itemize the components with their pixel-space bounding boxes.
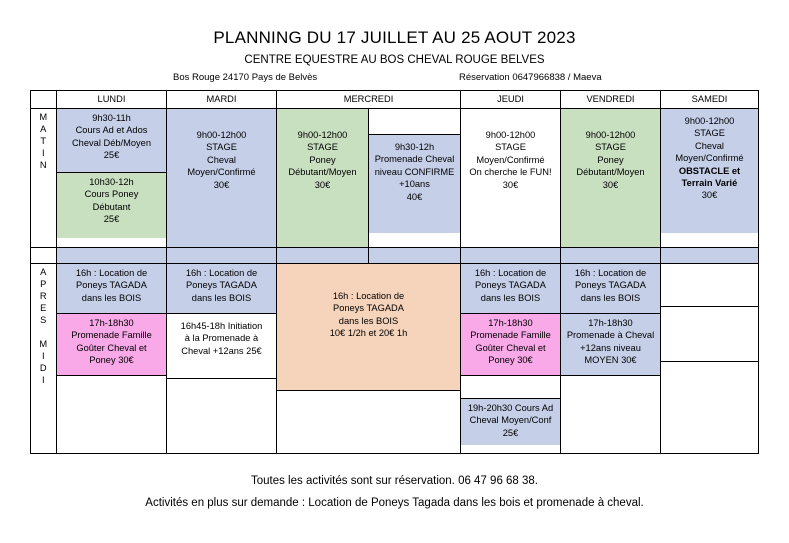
session-line: +12ans niveau xyxy=(580,342,641,353)
separator-band xyxy=(57,248,167,264)
afternoon-cell-lundi xyxy=(57,264,167,454)
session-line: Moyen/Confirmé xyxy=(187,167,256,178)
planning-document xyxy=(0,28,789,543)
session-line: à la Promenade à xyxy=(184,333,259,344)
session-line: dans les BOIS xyxy=(480,292,541,303)
session-price: Cheval +12ans 25€ xyxy=(181,345,262,356)
session-block xyxy=(561,109,660,247)
session-time: 16h : Location de xyxy=(332,291,405,301)
morning-cell-vendredi xyxy=(561,109,661,248)
session-price: 30€ xyxy=(213,179,230,190)
session-time: 16h : Location de xyxy=(185,268,258,278)
session-time: 16h : Location de xyxy=(75,268,148,278)
session-line: Poneys TAGADA xyxy=(475,280,546,291)
session-line: Moyen/Confirmé xyxy=(476,154,545,165)
session-time: 16h45-18h Initiation xyxy=(180,321,263,331)
afternoon-label: A P R E S M I D I xyxy=(31,264,57,454)
session-time: 9h00-12h00 xyxy=(297,130,348,140)
session-line: Promenade Famille xyxy=(71,330,152,341)
session-block xyxy=(461,314,560,376)
contact-line xyxy=(0,72,789,88)
morning-cell-mercredi-a xyxy=(277,109,369,248)
session-line: Cheval xyxy=(695,140,724,151)
session-block xyxy=(661,109,758,233)
separator-band xyxy=(561,248,661,264)
session-time: 9h00-12h00 xyxy=(684,116,735,126)
session-line: +10ans xyxy=(399,179,430,190)
session-line: niveau CONFIRME xyxy=(374,166,455,177)
session-line: Poney xyxy=(597,154,624,165)
reservation-text: Réservation 0647966838 / Maeva xyxy=(459,72,602,83)
page-title: PLANNING DU 17 JUILLET AU 25 AOUT 2023 xyxy=(213,28,576,47)
session-line: Débutant/Moyen xyxy=(576,167,645,178)
session-price: 10€ 1/2h et 20€ 1h xyxy=(329,328,408,339)
empty-block xyxy=(561,376,660,438)
session-line: Poneys TAGADA xyxy=(333,303,404,314)
session-price: 30€ xyxy=(502,179,519,190)
session-line: STAGE xyxy=(307,142,338,153)
session-price: 30€ xyxy=(314,179,331,190)
separator-band xyxy=(167,248,277,264)
session-price: 25€ xyxy=(103,150,120,161)
morning-cell-mercredi-b xyxy=(369,109,461,248)
session-line: Poney xyxy=(309,154,336,165)
session-line: Débutant/Moyen xyxy=(288,167,357,178)
separator-band-row xyxy=(31,248,759,264)
morning-row xyxy=(31,109,759,248)
session-line: Goûter Cheval et xyxy=(475,342,546,353)
session-block xyxy=(57,173,166,238)
empty-block xyxy=(661,362,758,424)
session-time: 16h : Location de xyxy=(574,268,647,278)
separator-band xyxy=(369,248,461,264)
session-line: dans les BOIS xyxy=(191,292,252,303)
session-block xyxy=(369,135,460,233)
empty-block xyxy=(167,379,276,441)
session-block xyxy=(277,264,460,391)
empty-block xyxy=(661,264,758,307)
footer xyxy=(0,470,789,514)
table-header-row xyxy=(31,91,759,109)
session-line-bold: OBSTACLE et xyxy=(678,165,741,176)
session-line: dans les BOIS xyxy=(580,292,641,303)
afternoon-cell-samedi xyxy=(661,264,759,454)
session-price: Poney 30€ xyxy=(89,355,134,366)
afternoon-cell-vendredi xyxy=(561,264,661,454)
footer-line-2: Activités en plus sur demande : Location de Poneys Tagada dans les bois et promenade à cheval. xyxy=(145,497,644,509)
session-time: 10h30-12h xyxy=(89,177,134,187)
day-header-mardi: MARDI xyxy=(167,91,277,109)
session-time: 9h30-11h xyxy=(92,113,131,123)
morning-cell-mardi xyxy=(167,109,277,248)
day-header-vendredi: VENDREDI xyxy=(561,91,661,109)
session-price: 25€ xyxy=(502,427,519,438)
address-text: Bos Rouge 24170 Pays de Belvès xyxy=(173,72,318,83)
session-line: dans les BOIS xyxy=(338,315,399,326)
session-block xyxy=(57,109,166,173)
day-header-samedi: SAMEDI xyxy=(661,91,759,109)
session-line: Cheval Moyen/Conf xyxy=(469,415,552,426)
session-line: On cherche le FUN! xyxy=(469,167,552,178)
session-block xyxy=(461,264,560,314)
morning-cell-lundi xyxy=(57,109,167,248)
session-line: Cheval Déb/Moyen xyxy=(71,137,152,148)
session-time: 17h-18h30 xyxy=(588,318,633,328)
session-line: Cours Poney xyxy=(84,189,139,200)
session-block xyxy=(57,264,166,314)
session-time: 9h00-12h00 xyxy=(196,130,247,140)
session-time: 9h30-12h xyxy=(394,142,435,152)
session-line: Poneys TAGADA xyxy=(575,280,646,291)
session-price: 30€ xyxy=(701,190,718,201)
session-line: Débutant xyxy=(92,201,131,212)
session-block xyxy=(461,399,560,445)
session-line: dans les BOIS xyxy=(81,292,142,303)
session-line: Cheval xyxy=(207,154,236,165)
empty-block xyxy=(369,109,460,135)
day-header-lundi: LUNDI xyxy=(57,91,167,109)
session-line-bold: Terrain Varié xyxy=(681,178,738,189)
session-line: Goûter Cheval et xyxy=(76,342,147,353)
session-line: Moyen/Confirmé xyxy=(675,153,744,164)
session-block xyxy=(277,109,368,247)
morning-cell-samedi xyxy=(661,109,759,248)
separator-band xyxy=(461,248,561,264)
session-time: 9h00-12h00 xyxy=(485,130,536,140)
afternoon-cell-mercredi xyxy=(277,264,461,454)
session-block xyxy=(561,314,660,376)
separator-band xyxy=(661,248,759,264)
session-time: 19h-20h30 Cours Ad xyxy=(467,403,554,413)
afternoon-cell-jeudi xyxy=(461,264,561,454)
empty-block xyxy=(277,391,460,453)
session-price: MOYEN 30€ xyxy=(584,355,637,366)
session-price: 30€ xyxy=(602,179,619,190)
corner-cell xyxy=(31,91,57,109)
session-line: STAGE xyxy=(495,142,526,153)
session-time: 16h : Location de xyxy=(474,268,547,278)
session-line: Promenade Cheval xyxy=(374,154,455,165)
session-block xyxy=(561,264,660,314)
separator-side xyxy=(31,248,57,264)
session-block xyxy=(57,314,166,376)
session-time: 17h-18h30 xyxy=(89,318,134,328)
session-line: Cours Ad et Ados xyxy=(75,125,148,136)
session-block xyxy=(167,314,276,379)
session-block xyxy=(167,264,276,314)
session-line: Promenade à Cheval xyxy=(566,330,655,341)
session-line: Poneys TAGADA xyxy=(76,280,147,291)
afternoon-cell-mardi xyxy=(167,264,277,454)
session-price: 40€ xyxy=(406,191,423,202)
empty-block xyxy=(57,376,166,438)
planning-table xyxy=(30,90,759,454)
session-time: 9h00-12h00 xyxy=(585,130,636,140)
session-time: 17h-18h30 xyxy=(488,318,533,328)
empty-block xyxy=(661,307,758,362)
session-line: Poneys TAGADA xyxy=(186,280,257,291)
separator-band xyxy=(277,248,369,264)
session-price: Poney 30€ xyxy=(488,355,533,366)
session-line: STAGE xyxy=(694,128,725,139)
session-line: Promenade Famille xyxy=(470,330,551,341)
page-subtitle: CENTRE EQUESTRE AU BOS CHEVAL ROUGE BELVES xyxy=(244,54,545,66)
session-line: STAGE xyxy=(595,142,626,153)
session-price: 25€ xyxy=(103,214,120,225)
session-block xyxy=(461,109,560,247)
morning-cell-jeudi xyxy=(461,109,561,248)
session-block xyxy=(167,109,276,247)
empty-block xyxy=(461,376,560,399)
afternoon-row xyxy=(31,264,759,454)
session-line: STAGE xyxy=(206,142,237,153)
day-header-jeudi: JEUDI xyxy=(461,91,561,109)
footer-line-1: Toutes les activités sont sur réservation. 06 47 96 68 38. xyxy=(250,475,539,487)
day-header-mercredi: MERCREDI xyxy=(277,91,461,109)
morning-label: M A T I N xyxy=(31,109,57,248)
